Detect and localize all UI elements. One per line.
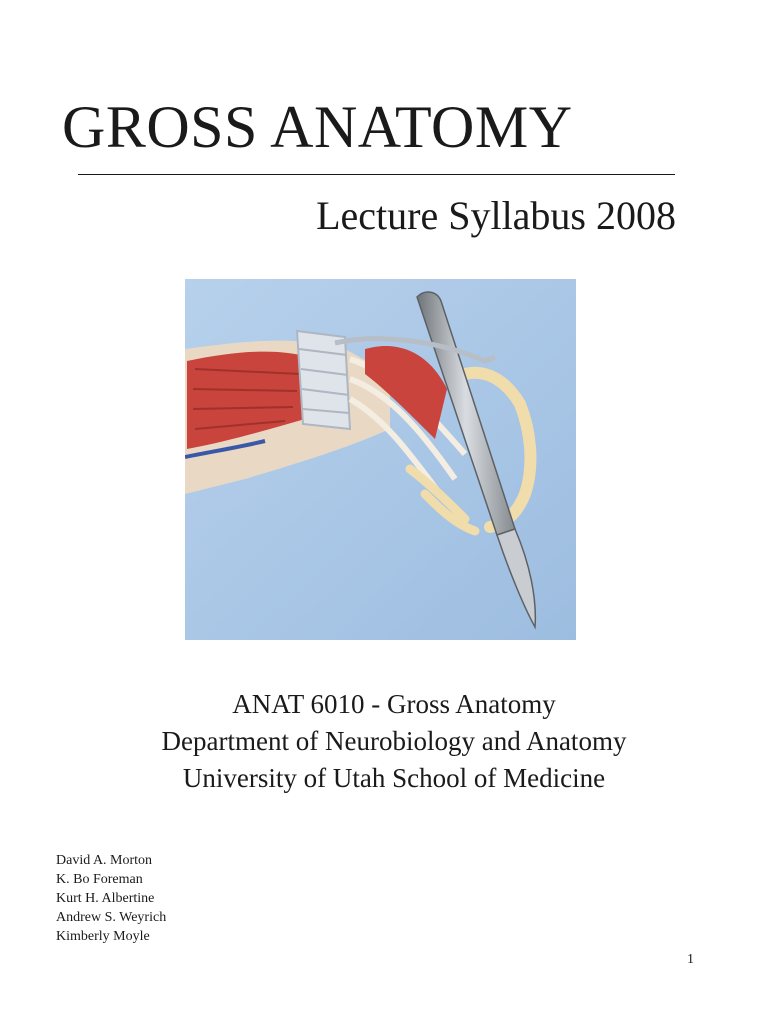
document-subtitle: Lecture Syllabus 2008 xyxy=(316,193,676,238)
wrist-bandage xyxy=(297,331,350,429)
page-number: 1 xyxy=(687,952,694,967)
course-code: ANAT 6010 - Gross Anatomy xyxy=(232,689,556,719)
author-list xyxy=(56,851,166,946)
author-name: K. Bo Foreman xyxy=(56,872,143,887)
author-name: Andrew S. Weyrich xyxy=(56,910,167,925)
author-name: Kimberly Moyle xyxy=(56,929,150,944)
title-divider xyxy=(78,174,675,175)
author-name: David A. Morton xyxy=(56,853,153,868)
dissected-hand-with-scalpel-illustration xyxy=(185,279,576,640)
school-name: University of Utah School of Medicine xyxy=(182,763,606,793)
author-name: Kurt H. Albertine xyxy=(56,891,155,906)
document-title: GROSS ANATOMY xyxy=(62,94,573,160)
department-name: Department of Neurobiology and Anatomy xyxy=(161,726,627,756)
course-information xyxy=(0,686,768,797)
